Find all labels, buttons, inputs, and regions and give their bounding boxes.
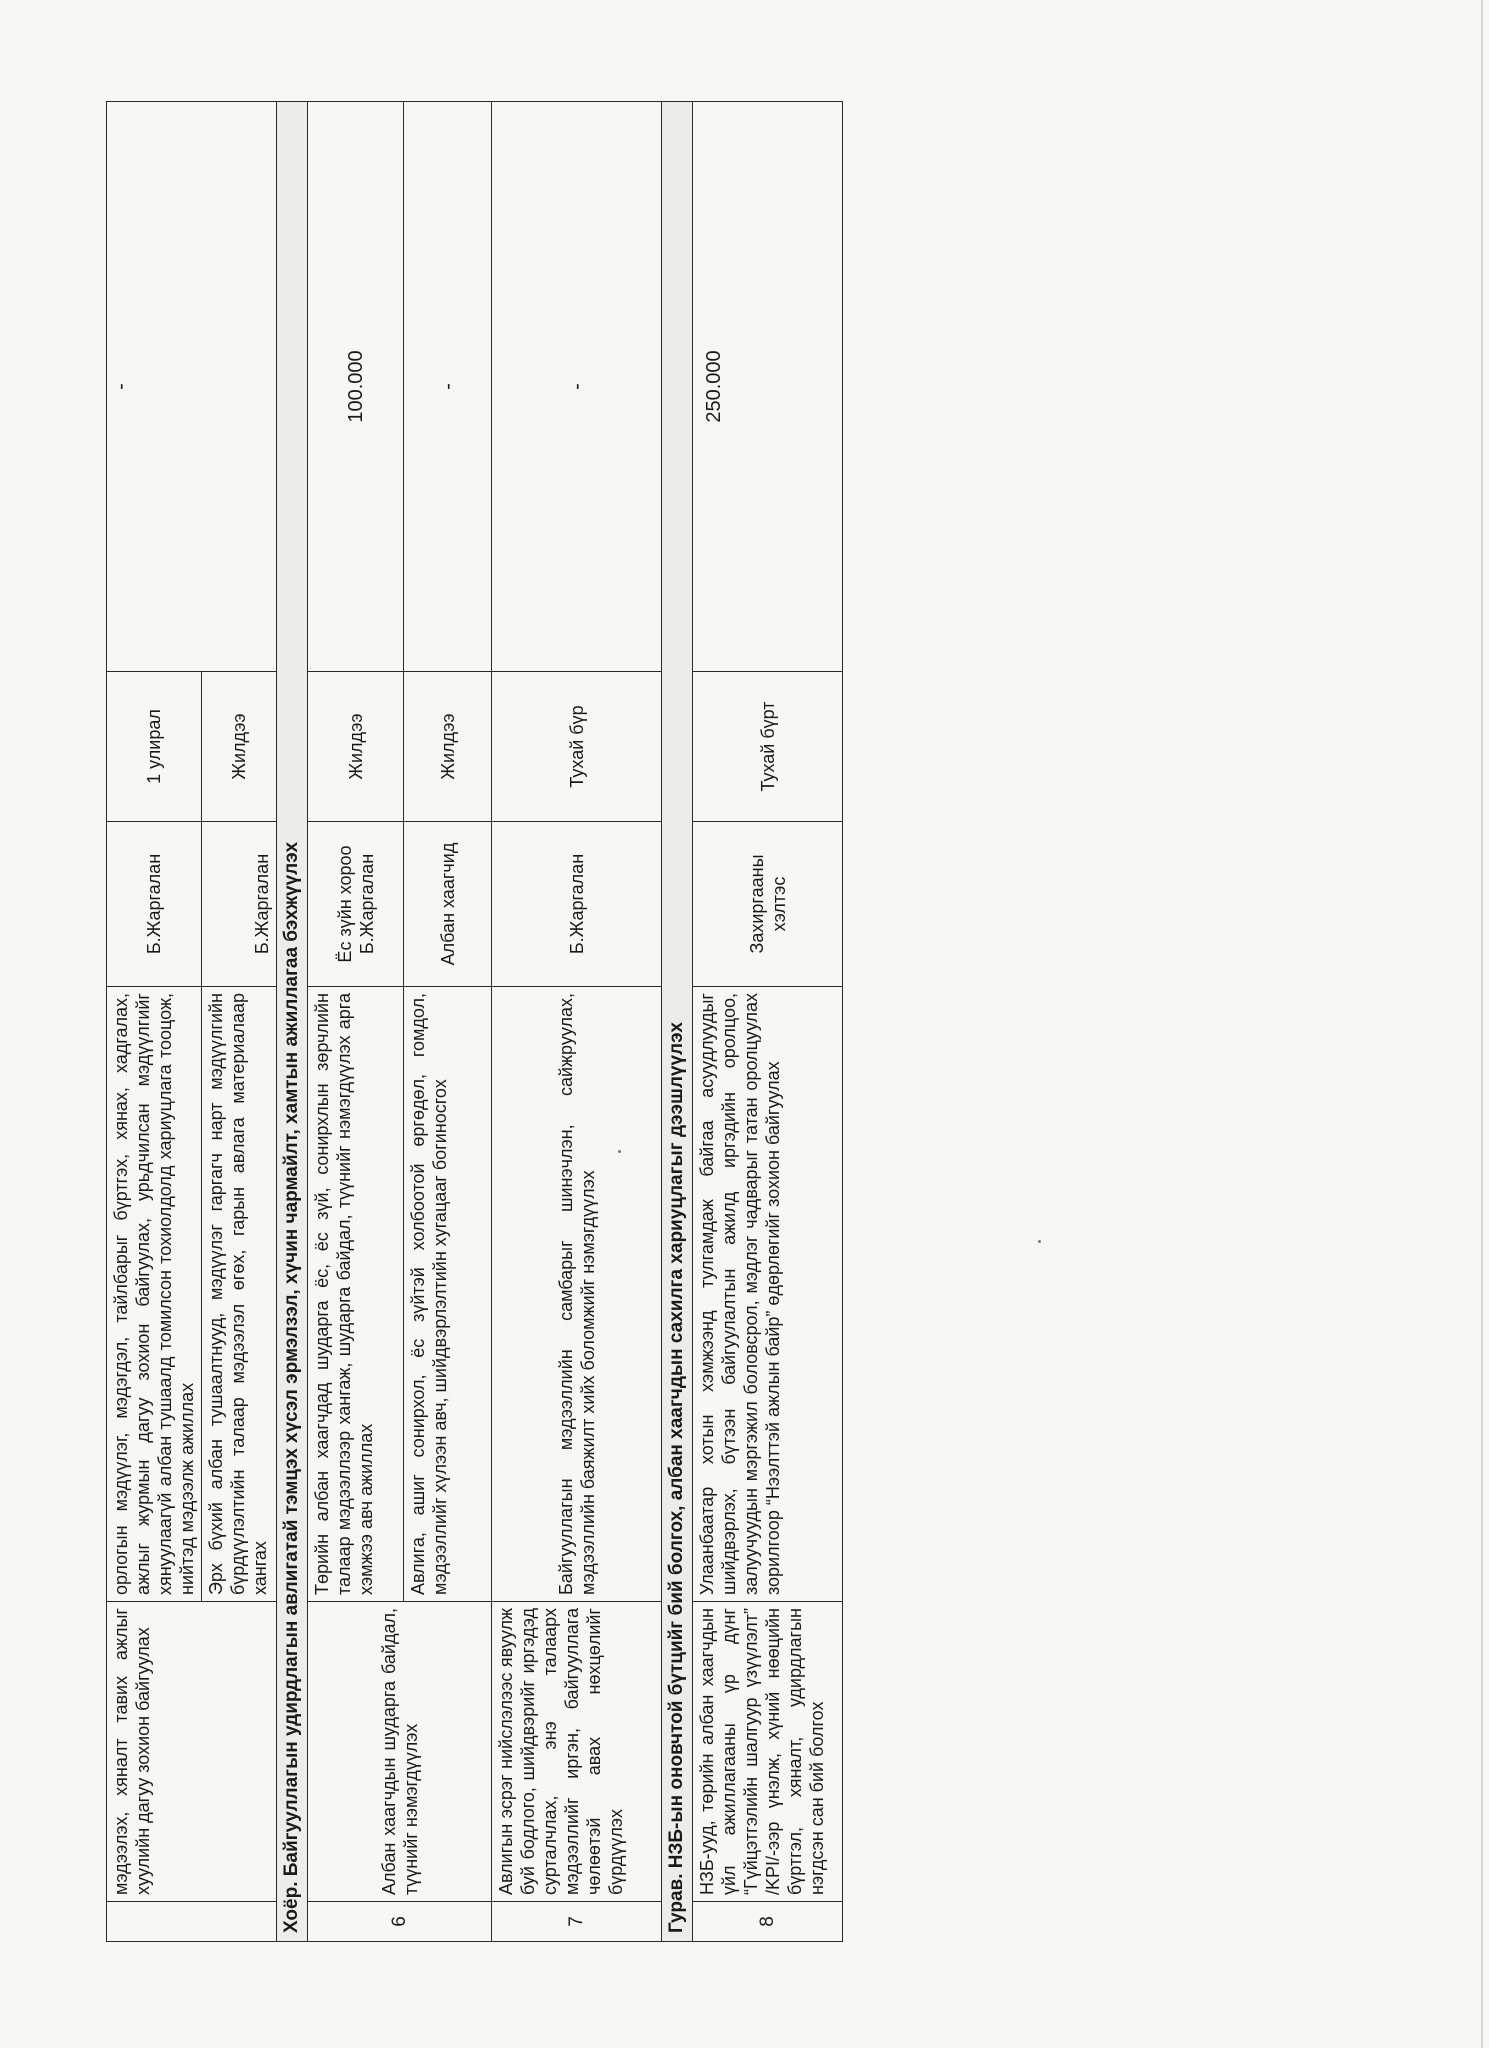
activity-cell: Авлига, ашиг сонирхол, ёс зүйтэй холбоотой өргөдөл, гомдол, мэдээллийг хүлээн авч, шийдвэрлэлтийн хугацааг богиносгох <box>404 987 492 1602</box>
action-plan-table <box>106 101 843 1942</box>
responsible-cell: Ёс зүйн хороо Б.Жаргалан <box>308 822 404 987</box>
table-row <box>492 102 662 1942</box>
section-header-row <box>662 102 693 1942</box>
rotated-table-container <box>106 102 1106 1942</box>
section-title: Гурав. НЗБ-ын оновчтой бүтцийг бий болгох, албан хаагчдын сахилга хариуцлагыг дээшлүүлэх <box>662 102 693 1942</box>
responsible-cell: Б.Жаргалан <box>202 822 277 987</box>
task-cell: НЗБ-ууд, төрийн албан хаагчдын үйл ажиллагааны үр дүнг “Гүйцэтгэлийн шалгуур үзүүлэлт” /KPI/-ээр үнэлж, хүний нөөцийн бүртгэл, хяналт, удирдлагын нэгдсэн сан бий болгох <box>693 1602 843 1902</box>
deadline-cell: 1 улирал <box>107 672 202 822</box>
activity-cell: Улаанбаатар хотын хэмжээнд тулгамдаж байгаа асуудлуудыг шийдвэрлэх, бүтээн байгуулалтын ажилд иргэдийн оролцоо, залуучуудын мэргэжил боловсрол, мэдлэг чадварыг татан оролцуулах зорилгоор “Нээлттэй ажлын байр” өдөрлөгийг зохион байгуулах <box>693 987 843 1602</box>
responsible-cell: Захиргааны хэлтэс <box>693 822 843 987</box>
budget-cell: 100.000 <box>308 102 404 672</box>
task-cell: мэдээлэх, хяналт тавих ажлыг хуулийн дагуу зохион байгуулах <box>107 1602 277 1902</box>
table-row <box>308 102 404 1942</box>
activity-cell: орлогын мэдүүлэг, мэдэгдэл, тайлбарыг бүртгэх, хянах, хадгалах, ажлыг журмын дагуу зохион байгуулах, урьдчилсан мэдүүлгийг хянуулаагүй албан тушаалд томилсон тохиолдолд хариуцлага тооцож, нийтэд мэдээлж ажиллах <box>107 987 202 1602</box>
deadline-cell: Жилдээ <box>404 672 492 822</box>
activity-cell: Эрх бүхий албан тушаалтнууд, мэдүүлэг гаргагч нарт мэдүүлгийн бүрдүүлэлтийн талаар мэдээлэл өгөх, гарын авлага материалаар хангах <box>202 987 277 1602</box>
section-header-row <box>277 102 308 1942</box>
section-title: Хоёр. Байгууллагын удирдлагын авлигатай тэмцэх хүсэл эрмэлзэл, хүчин чармайлт, хамтын ажиллагаа бэхжүүлэх <box>277 102 308 1942</box>
row-number: 7 <box>492 1902 662 1942</box>
budget-cell: - <box>492 102 662 672</box>
responsible-cell: Албан хаагчид <box>404 822 492 987</box>
task-cell: Албан хаагчдын шударга байдал, түүнийг нэмэгдүүлэх <box>308 1602 492 1902</box>
table-row <box>693 102 843 1942</box>
deadline-cell: Жилдээ <box>308 672 404 822</box>
budget-cell: - <box>107 102 277 672</box>
activity-cell: Байгууллагын мэдээллийн самбарыг шинэчлэн, сайжруулах, мэдээллийн баяжилт хийх боломжийг нэмэгдүүлэх <box>492 987 662 1602</box>
scan-edge-line <box>1481 0 1483 2048</box>
deadline-cell: Тухай бүр <box>492 672 662 822</box>
task-cell: Авлигын эсрэг нийслэлээс явуулж буй бодлого, шийдвэрийг иргэдэд сурталчлах, энэ талаарх мэдээллийг иргэн, байгууллага чөлөөтэй авах нөхцөлийг бүрдүүлэх <box>492 1602 662 1902</box>
budget-cell: - <box>404 102 492 672</box>
activity-cell: Төрийн албан хаагчдад шударга ёс, ёс зүй, сонирхлын зөрчлийн талаар мэдээллээр хангаж, шударга байдал, түүнийг нэмэгдүүлэх арга хэмжээ авч ажиллах <box>308 987 404 1602</box>
row-number: 6 <box>308 1902 492 1942</box>
row-number-cell <box>107 1902 277 1942</box>
responsible-cell: Б.Жаргалан <box>107 822 202 987</box>
deadline-cell: Жилдээ <box>202 672 277 822</box>
table-row <box>107 102 202 1942</box>
responsible-cell: Б.Жаргалан <box>492 822 662 987</box>
row-number: 8 <box>693 1902 843 1942</box>
deadline-cell: Тухай бүрт <box>693 672 843 822</box>
budget-cell: 250.000 <box>693 102 843 672</box>
